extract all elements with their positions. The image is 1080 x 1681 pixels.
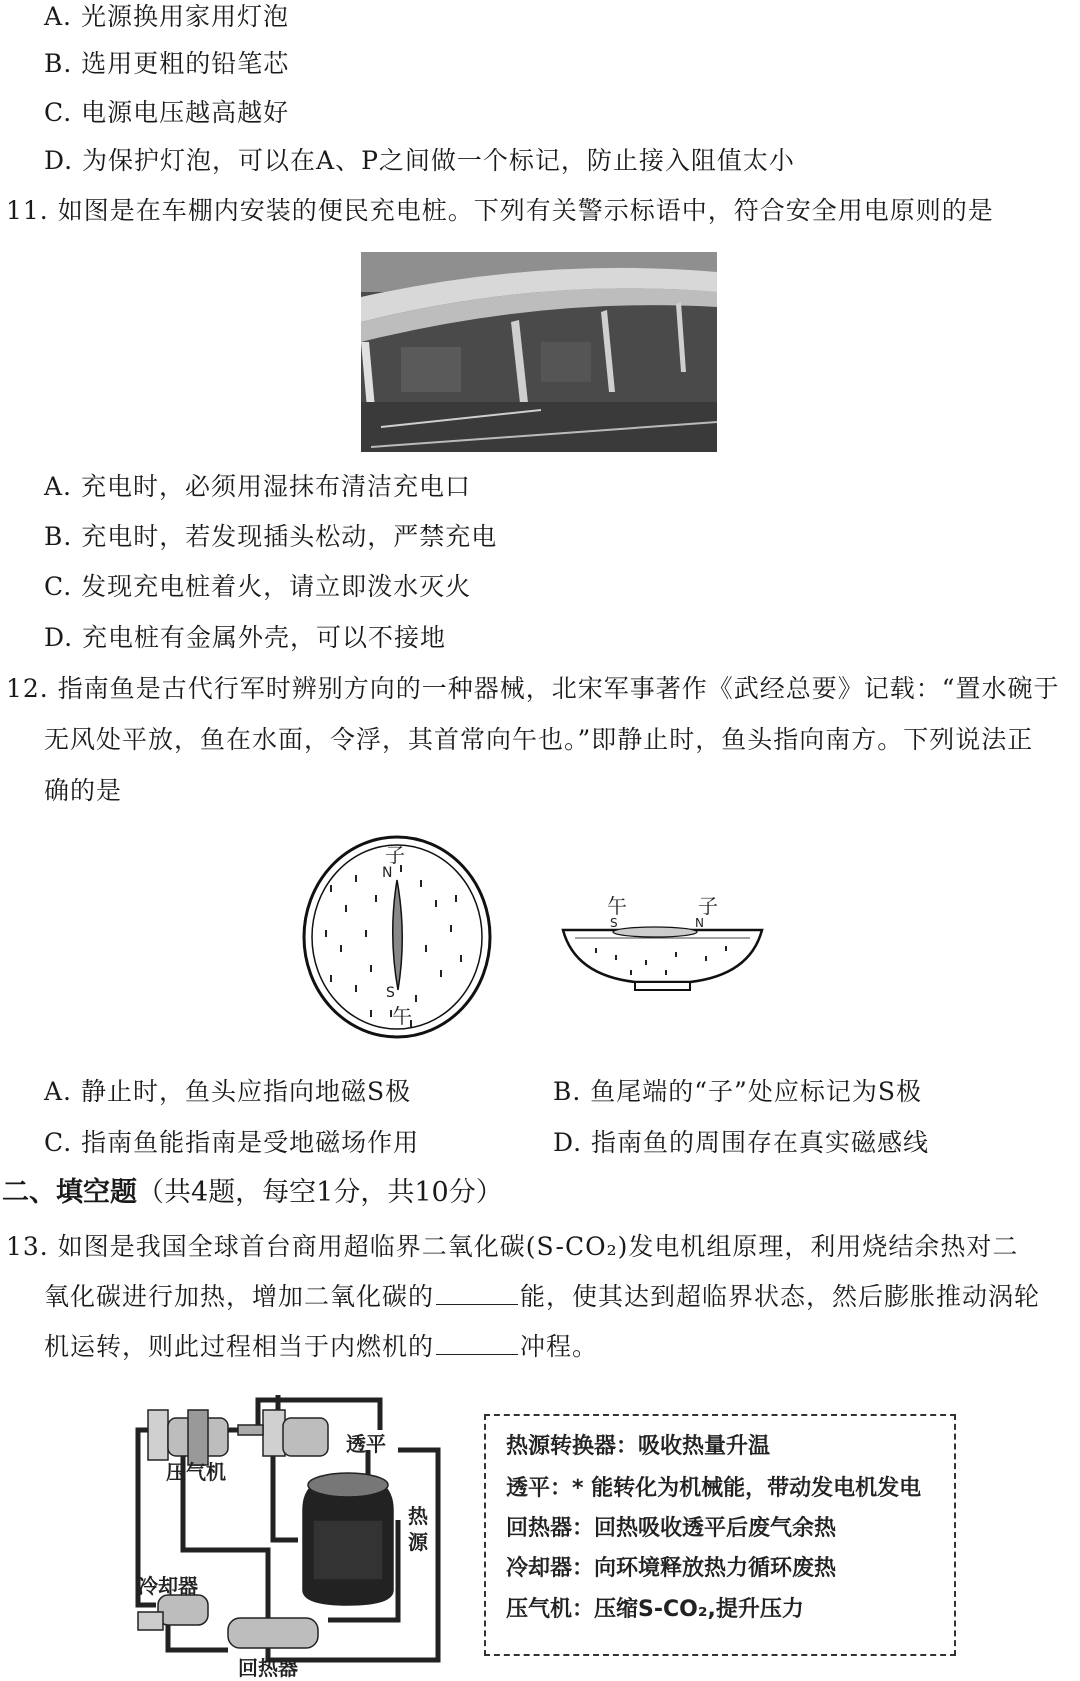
compass-fish-side-view [555, 890, 770, 1000]
q12-stem-line1: 12. 指南鱼是古代行军时辨别方向的一种器械，北宋军事著作《武经总要》记载：“置水碗于 [6, 674, 1060, 703]
q10-option-c: C. 电源电压越高越好 [44, 98, 290, 127]
q13-line3-after-blank: 冲程。 [520, 1332, 599, 1361]
q13-line2-after-blank: 能，使其达到超临界状态，然后膨胀推动涡轮 [520, 1282, 1041, 1311]
q13-blank-2 [436, 1332, 518, 1355]
fig-left-zi-label: 子 [385, 843, 405, 867]
fig-right-zi-label: 子 [698, 894, 718, 918]
section-2-note: （共4题，每空1分，共10分） [137, 1177, 503, 1208]
q13-blank-1 [436, 1282, 518, 1305]
q12-option-a: A. 静止时，鱼头应指向地磁S极 [44, 1077, 412, 1106]
q10-option-a: A. 光源换用家用灯泡 [44, 2, 289, 31]
q10-option-b: B. 选用更粗的铅笔芯 [44, 49, 290, 78]
q13-line2 [44, 1282, 1040, 1312]
diagram-legend-box [484, 1414, 956, 1656]
q11-stem: 11. 如图是在车棚内安装的便民充电桩。下列有关警示标语中，符合安全用电原则的是 [6, 196, 994, 225]
q12-stem-line2: 无风处平放，鱼在水面，令浮，其首常向午也。”即静止时，鱼头指向南方。下列说法正 [44, 725, 1034, 754]
q13-line1: 13. 如图是我国全球首台商用超临界二氧化碳(S-CO₂)发电机组原理，利用烧结余热对二 [6, 1232, 1019, 1261]
q13-line3 [44, 1332, 598, 1362]
legend-line-3: 回热器：回热吸收透平后废气余热 [506, 1516, 837, 1541]
label-regenerator: 回热器 [238, 1656, 298, 1680]
legend-line-1: 热源转换器：吸收热量升温 [506, 1434, 771, 1459]
fig-right-wu-label: 午 [607, 894, 627, 918]
q11-option-b: B. 充电时，若发现插头松动，严禁充电 [44, 522, 498, 551]
section-2-title: 二、填空题 [2, 1177, 137, 1208]
q11-option-a: A. 充电时，必须用湿抹布清洁充电口 [44, 472, 471, 501]
sco2-cycle-diagram [128, 1390, 468, 1680]
q12-option-d: D. 指南鱼的周围存在真实磁感线 [553, 1128, 930, 1157]
q10-option-d: D. 为保护灯泡，可以在A、P之间做一个标记，防止接入阻值太小 [44, 146, 795, 175]
carport-photo [361, 252, 717, 452]
q13-line3-before-blank: 机运转，则此过程相当于内燃机的 [44, 1332, 435, 1361]
legend-line-4: 冷却器：向环境释放热力循环废热 [506, 1556, 837, 1581]
label-heat-source-1: 热 [408, 1504, 428, 1528]
legend-line-2: 透平：* 能转化为机械能，带动发电机发电 [506, 1476, 922, 1501]
carport-image [361, 252, 717, 452]
fig-left-n-label: N [382, 865, 393, 881]
q11-option-d: D. 充电桩有金属外壳，可以不接地 [44, 623, 447, 652]
fig-right-n-label: N [695, 916, 704, 930]
compass-fish-top-view [300, 835, 495, 1040]
q12-option-b: B. 鱼尾端的“子”处应标记为S极 [553, 1077, 922, 1106]
q11-option-c: C. 发现充电桩着火，请立即泼水灭火 [44, 572, 472, 601]
section-2-heading [2, 1177, 503, 1209]
label-compressor: 压气机 [166, 1460, 226, 1484]
q12-stem-line3: 确的是 [44, 776, 123, 805]
q12-option-c: C. 指南鱼能指南是受地磁场作用 [44, 1128, 420, 1157]
fig-left-s-label: S [386, 985, 395, 1001]
q13-line2-before-blank: 氧化碳进行加热，增加二氧化碳的 [44, 1282, 435, 1311]
fig-right-s-label: S [610, 916, 618, 930]
label-cooler: 冷却器 [138, 1574, 198, 1598]
label-heat-source-2: 源 [408, 1530, 428, 1554]
legend-line-5: 压气机：压缩S-CO₂,提升压力 [506, 1597, 804, 1622]
fig-left-wu-label: 午 [392, 1004, 412, 1028]
bowl-side-view-icon [555, 890, 770, 1000]
label-turbine: 透平 [346, 1432, 386, 1456]
